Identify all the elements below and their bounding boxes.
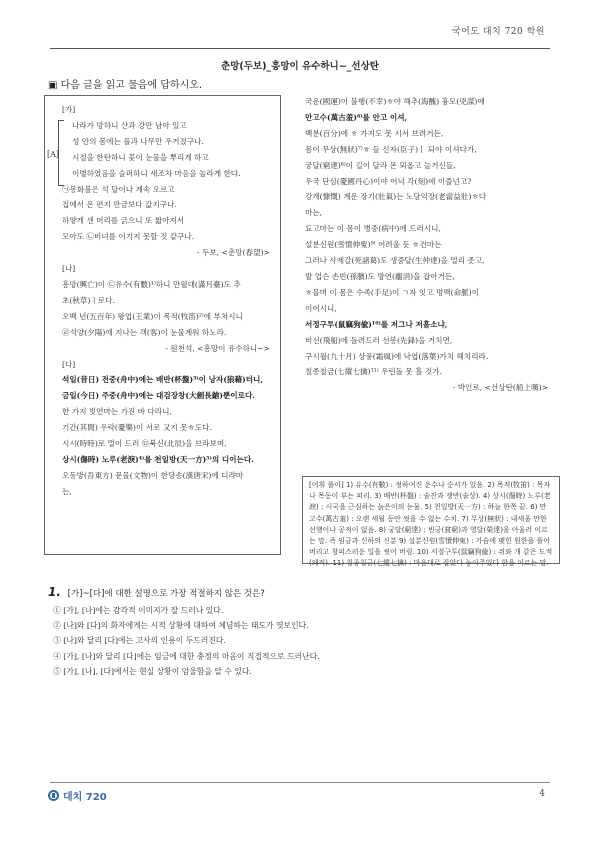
- passage-line: 흥망(興亡)이 ㉢유수(有數)¹⁾하니 만월대(滿月臺)도 추: [62, 279, 241, 289]
- footer-divider: [50, 782, 550, 783]
- passage-line: ㉠봉화불은 석 달이나 계속 오르고: [62, 184, 175, 194]
- passage-line: 만고수(萬古羞)⁶⁾를 안고 이셔,: [305, 112, 408, 122]
- passage-line: 됴고마는 이 몸이 병중(病中)에 드러시니,: [305, 224, 441, 234]
- instruction-text: ▣ 다음 글을 읽고 물음에 답하시오.: [48, 80, 203, 91]
- answer-choice[interactable]: ① [가], [나]에는 감각적 이미지가 잘 드러나 있다.: [53, 606, 224, 615]
- page-number: 4: [539, 789, 545, 799]
- answer-choice[interactable]: ② [나]와 [다]의 화자에게는 시적 상황에 대하여 체념하는 태도가 엿보인다.: [53, 621, 309, 631]
- document-title: 춘망(두보)_흥망이 유수하니~_선상탄: [221, 61, 379, 72]
- footer-logo: [48, 788, 107, 803]
- passage-line: ㅎ믈며 이 몸은 수족(手足)이 ㄱ자 잇고 명맥(命脈)이: [305, 287, 480, 297]
- passage-line: 비선(飛船)에 돌려드러 선봉(先鋒)을 거치면,: [305, 335, 453, 345]
- passage-left-column: [62, 102, 282, 500]
- passage-line: 이별하였음을 슬퍼하니 새조차 마음을 놀라게 한다.: [72, 168, 241, 178]
- header-label: 국어도 대치 720 학원: [451, 27, 545, 37]
- section-label-na: [나]: [62, 264, 76, 274]
- passage-line: 는,: [62, 486, 72, 496]
- author-credit: - 두보, <춘망(春望)>: [197, 248, 270, 258]
- passage-line: 우국 단심(憂國丹心)이야 어닉 각(刻)애 이즐넌고?: [305, 176, 472, 186]
- passage-line: 상시(傷時) 노루(老淚)⁴⁾를 천일방(天一方)⁵⁾의 디이는다.: [62, 454, 254, 464]
- author-credit: - 원천석, <흥망이 유수하니~>: [165, 343, 270, 353]
- passage-line: 강개(慷慨) 계운 장기(壯氣)는 노당익장(老當益壯)ㅎ다: [305, 192, 487, 202]
- passage-line: 궁달(窮達)⁸⁾이 길이 달라 몬 뫼옵고 늘거신들,: [305, 160, 456, 170]
- logo-icon: [48, 790, 59, 801]
- passage-line: 마는,: [305, 208, 323, 218]
- question-text: [가]~[다]에 대한 설명으로 가장 적절하지 않은 것은?: [67, 589, 265, 599]
- passage-line: 설분신원(雪憤伸寃)⁹⁾ 어려울 듯 ㅎ건마는: [305, 240, 442, 250]
- logo-text: 대치 720: [63, 792, 107, 803]
- question-block: [48, 585, 320, 679]
- vocabulary-box: [302, 476, 560, 568]
- bracket-a-label: [A]: [47, 150, 60, 159]
- passage-line: 집에서 온 편지 만금보다 값지구나.: [62, 200, 177, 210]
- passage-line: 몸이 무상(無狀)⁷⁾ㅎ 들 신자(臣子)ㅣ 되야 이셔다가,: [305, 144, 477, 154]
- question-stem: [48, 585, 320, 599]
- passage-line: 이어시니,: [305, 303, 337, 313]
- passage-line: 나라가 망하니 산과 강만 남아 있고: [72, 120, 187, 130]
- passage-line: 초(秋草)ㅣ로다.: [62, 295, 115, 305]
- author-credit: - 박인로, <선상탄(船上嘆)>: [452, 383, 548, 393]
- passage-line: 모아도 ㉡비녀를 이기지 못할 것 같구나.: [62, 232, 195, 242]
- passage-line: 성 안의 봄에는 풀과 나무만 우거졌구나.: [72, 136, 204, 146]
- section-label-da: [다]: [62, 359, 76, 369]
- passage-line: 구시월(九十月) 상풍(霜風)에 낙엽(落葉)가치 헤치리라.: [305, 351, 489, 361]
- passage-right-column: [305, 94, 560, 396]
- passage-line: 석일(昔日) 전중(舟中)에는 배반(杯盤)³⁾이 낭자(狼藉)터니,: [62, 375, 264, 385]
- passage-line: 서정구투(鼠竊狗偸)¹⁰⁾를 저그나 저흘소냐,: [305, 319, 448, 329]
- section-label-ga: [가]: [62, 105, 76, 114]
- question-number: 1.: [48, 585, 61, 599]
- passage-line: 발 업슨 손빈(孫臏)도 방연(龐涓)을 잡아거든,: [305, 271, 455, 281]
- answer-choices: [48, 603, 320, 679]
- passage-line: 기간(其間) 우락(憂樂)이 서로 又지 못ㅎ도다.: [62, 423, 212, 433]
- passage-line: 금일(今日) 주중(舟中)에는 대검장창(大劍長鎗)뿐이로다.: [62, 391, 255, 401]
- vocabulary-notes: [어휘 풀이] 1) 유수(有數) : 정하여진 운수나 순서가 있음. 2) 목적(牧笛) : 목자나 목동이 부는 피리. 3) 배반(杯盤) : 술잔과 쟁반(술상). 4) 상시(傷時) 노루(老淚) : 시국을 근심하는 늙은이의 눈물. 5) 천일방(天一方) : 하늘 한쪽 끝. 6) 만고수(萬古羞) : 오랜 세월 동안 씻을 수 없는 수치. 7) 무상(無狀) : 내세울 만한 선행이나 공적이 없음. 8) 궁달(窮達) : 빈궁(貧窮)과 영달(榮達)을 아울러 이르는 말. 즉 임금과 신하의 신분 9) 설분신원(雪憤伸寃) : 가슴에 맺힌 원한을 풀어 버리고 창피스러운 일을 씻어 버림. 10) 서절구투(鼠竊狗偸) : 쥐와 개 같은 도적(왜적). 11) 칠종칠금(七縱七擒) : 마음대로 잡았다 놓아주었다 함을 이르는 말.: [309, 481, 553, 568]
- header-divider: [50, 48, 550, 49]
- answer-choice[interactable]: ⑤ [가], [나], [다]에서는 현실 상황이 암울함을 알 수 있다.: [53, 666, 252, 676]
- answer-choice[interactable]: ④ [가], [나]와 달리 [다]에는 임금에 대한 충정의 마음이 직접적으로 드러난다.: [53, 651, 320, 661]
- passage-line: 칠종칠금(七縱七擒)¹¹⁾ 우린돌 못 홀 것가.: [305, 367, 443, 377]
- passage-line: 한 가지 빗연마는 가진 바 다라니,: [62, 407, 172, 417]
- passage-line: 백분(百分)에 ㅎ 가지도 못 시서 브려거든,: [305, 128, 444, 138]
- passage-line: 시시(時時)로 멀이 드러 ㉤북신(北辰)을 브라보며,: [62, 439, 227, 449]
- answer-choice[interactable]: ③ [나]와 달리 [다]에는 고사의 인용이 두드러진다.: [53, 636, 226, 646]
- passage-line: 국운(國運)이 불행(不幸)ㅎ야 해추(海醜) 흉모(兇謀)애: [305, 97, 485, 106]
- passage-line: 하얗게 센 머리를 긁으니 또 짧아져서: [62, 216, 185, 226]
- passage-line: 그러나 사제갈(死諸葛)도 생중달(生仲達)을 멀리 좃고,: [305, 256, 485, 266]
- passage-line: 오백 년(五百年) 왕업(王業)이 목적(牧笛)²⁾에 부쳐시니: [62, 311, 243, 321]
- passage-line: ㉣석양(夕陽)에 지나는 객(客)이 눈물계워 하노라.: [62, 327, 227, 337]
- passage-line: 시절을 한탄하니 꽃이 눈물을 뿌리게 하고: [72, 152, 209, 162]
- passage-line: 오동방(吾東方) 문물(文物)이 한당송(漢唐宋)에 디랴마: [62, 470, 244, 480]
